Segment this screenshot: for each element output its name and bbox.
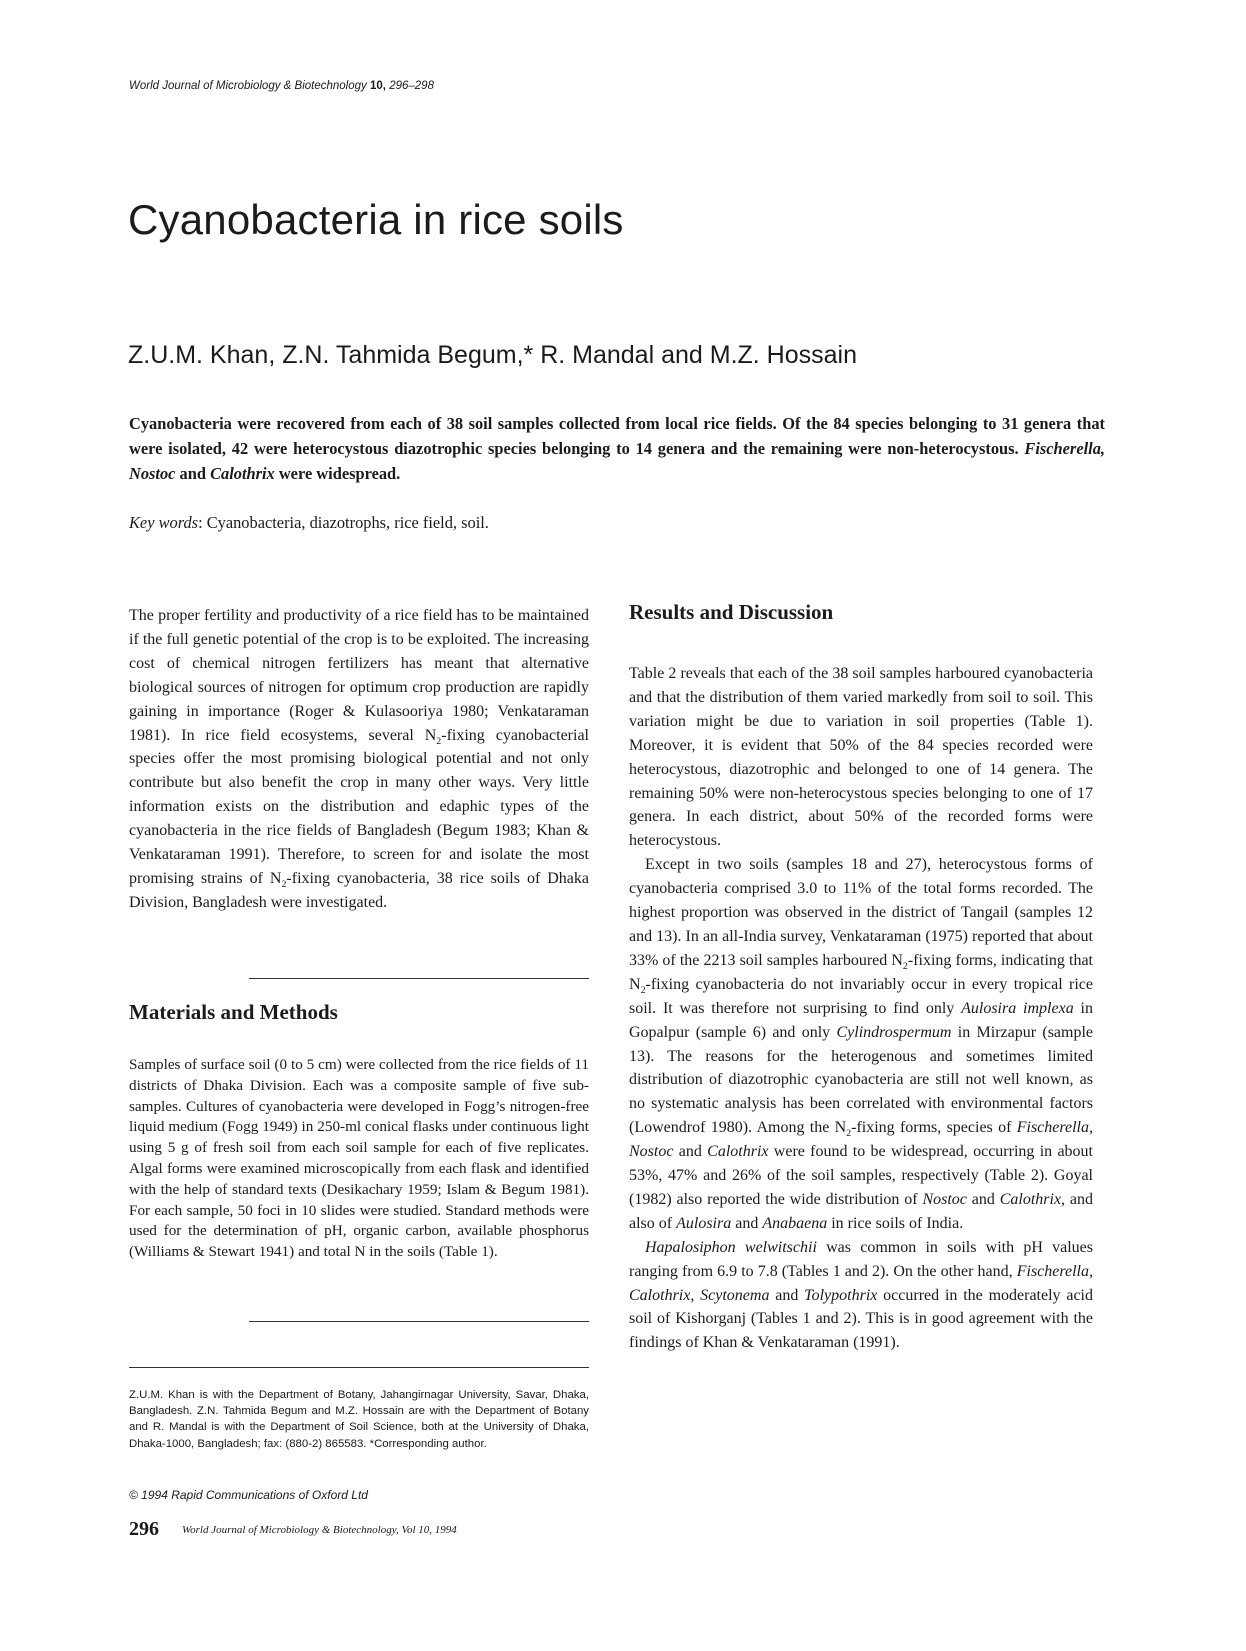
species-name: Calothrix: [707, 1143, 769, 1161]
intro-text: -fixing cyanobacteria, 38 rice soils of Dhaka Division, Bangladesh were investigated.: [129, 869, 589, 911]
keywords-text: : Cyanobacteria, diazotrophs, rice field, soil.: [198, 513, 489, 532]
running-head-pages: 296–298: [389, 80, 434, 92]
running-head: [129, 80, 434, 92]
results-text: -fixing cyanobacteria do not invariably occur in every tropical rice soil. It was therefore not surprising to find only: [629, 975, 1093, 1017]
subscript: 2: [436, 735, 442, 747]
species-name: Fischerella, Calothrix, Scytonema: [629, 1262, 1093, 1304]
introduction-paragraph: [129, 604, 589, 915]
results-paragraph: [629, 1236, 1093, 1356]
species-name: Fischerella, Nostoc: [629, 1119, 1093, 1161]
section-divider: [249, 978, 589, 979]
methods-heading: Materials and Methods: [129, 1000, 338, 1024]
keywords: [129, 511, 489, 535]
author-affiliation-footnote: Z.U.M. Khan is with the Department of Botany, Jahangirnagar University, Savar, Dhaka, Bangladesh. Z.N. Tahmida Begum and M.Z. Hossain are with the Department of Botany and R. Mandal is with the Department of Soil Science, both at the University of Dhaka, Dhaka-1000, Bangladesh; fax: (880-2) 865583. *Corresponding author.: [129, 1389, 589, 1450]
abstract-text: Cyanobacteria were recovered from each of 38 soil samples collected from local rice fields. Of the 84 species belonging to 31 genera that were isolated, 42 were heterocystous diazotrophic species belonging to 14 genera and the remaining were non-heterocystous.: [129, 414, 1105, 458]
results-text: Except in two soils (samples 18 and 27), heterocystous forms of cyanobacteria comprised 3.0 to 11% of the total forms recorded. The highest proportion was observed in the district of Tangail (samples 12 and 13). In an all-India survey, Venkataraman (1975) reported that about 33% of the 2213 soil samples harboured N: [629, 856, 1093, 969]
species-name: Nostoc: [922, 1190, 967, 1208]
results-text: in Mirzapur (sample 13). The reasons for the heterogenous and sometimes limited distribution of diazotrophic cyanobacteria are still not well known, as no systematic analysis has been correlated with environmental factors (Lowendrof 1980). Among the N: [629, 1023, 1094, 1137]
species-name: Cylindrospermum: [836, 1023, 952, 1041]
footer-journal-citation: World Journal of Microbiology & Biotechnology, Vol 10, 1994: [182, 1524, 457, 1536]
results-text: -fixing forms, indicating that N: [629, 951, 1093, 993]
author-list: Z.U.M. Khan, Z.N. Tahmida Begum,* R. Mandal and M.Z. Hossain: [128, 341, 857, 369]
abstract-text: and: [175, 464, 211, 483]
results-text: in rice soils of India.: [827, 1214, 964, 1232]
results-paragraph: [629, 853, 1093, 1236]
results-text: and also of: [629, 1190, 1093, 1232]
species-name: Hapalosiphon welwitschii: [645, 1238, 817, 1256]
abstract-text: were widespread.: [274, 464, 401, 483]
results-paragraph: [629, 662, 1093, 853]
results-text: -fixing forms, species of: [851, 1119, 1017, 1137]
subscript: 2: [281, 879, 287, 891]
results-body: [629, 662, 1093, 1355]
species-name: Calothrix,: [999, 1190, 1066, 1208]
copyright-notice: © 1994 Rapid Communications of Oxford Ltd: [129, 1488, 368, 1502]
results-text: was common in soils with pH values ranging from 6.9 to 7.8 (Tables 1 and 2). On the other hand,: [629, 1238, 1094, 1280]
species-name: Aulosira: [676, 1214, 732, 1232]
page-number: 296: [129, 1518, 159, 1540]
results-text: and: [769, 1286, 805, 1304]
species-name: Tolypothrix: [804, 1286, 878, 1304]
results-text: occurred in the moderately acid soil of Kishorganj (Tables 1 and 2). This is in good agreement with the findings of Khan & Venkataraman (1991).: [629, 1286, 1093, 1352]
running-head-journal: World Journal of Microbiology & Biotechnology: [129, 80, 367, 92]
results-text: and: [966, 1190, 1000, 1208]
running-head-volume: 10,: [370, 80, 386, 92]
keywords-label: Key words: [129, 513, 199, 532]
footnote-divider: [129, 1367, 589, 1368]
article-title: Cyanobacteria in rice soils: [128, 196, 624, 243]
subscript: 2: [902, 961, 908, 973]
abstract: [129, 411, 1105, 486]
results-text: in Gopalpur (sample 6) and only: [629, 999, 1093, 1041]
intro-text: -fixing cyanobacterial species offer the most promising biological potential and not only contribute but also benefit the crop in many other ways. Very little information exists on the distribution and edaphic types of the cyanobacteria in the rice fields of Bangladesh (Begum 1983; Khan & Venkataraman 1991). Therefore, to screen for and isolate the most promising strains of N: [129, 726, 590, 887]
section-divider: [249, 1321, 589, 1322]
results-heading: Results and Discussion: [629, 600, 834, 624]
intro-text: The proper fertility and productivity of a rice field has to be maintained if the full genetic potential of the crop is to be exploited. The increasing cost of chemical nitrogen fertilizers has meant that alternative biological sources of nitrogen for optimum crop production are rapidly gaining in importance (Roger & Kulasooriya 1980; Venkataraman 1981). In rice field ecosystems, several N: [129, 607, 589, 744]
subscript: 2: [846, 1128, 852, 1140]
subscript: 2: [640, 984, 646, 996]
species-name: Anabaena: [762, 1214, 828, 1232]
results-text: Table 2 reveals that each of the 38 soil samples harboured cyanobacteria and that the distribution of them varied markedly from soil to soil. This variation might be due to variation in soil properties (Table 1). Moreover, it is evident that 50% of the 84 species recorded were heterocystous, diazotrophic and belonged to one of 14 genera. The remaining 50% were non-heterocystous species belonging to one of 17 genera. In each district, about 50% of the recorded forms were heterocystous.: [629, 665, 1093, 850]
abstract-genus: Calothrix: [210, 464, 275, 483]
species-name: Aulosira implexa: [961, 999, 1074, 1017]
results-text: and: [673, 1143, 708, 1161]
results-text: and: [731, 1214, 763, 1232]
methods-paragraph: Samples of surface soil (0 to 5 cm) were collected from the rice fields of 11 districts of Dhaka Division. Each was a composite sample of five sub-samples. Cultures of cyanobacteria were developed in Fogg’s nitrogen-free liquid medium (Fogg 1949) in 250-ml conical flasks under continuous light using 5 g of fresh soil from each soil sample for each of five replicates. Algal forms were examined microscopically from each flask and identified with the help of standard texts (Desikachary 1959; Islam & Begum 1981). For each sample, 50 foci in 10 slides were studied. Standard methods were used for the determination of pH, organic carbon, available phosphorus (Williams & Stewart 1941) and total N in the soils (Table 1).: [129, 1056, 589, 1261]
results-text: were found to be widespread, occurring in about 53%, 47% and 26% of the soil samples, respectively (Table 2). Goyal (1982) also reported the wide distribution of: [629, 1143, 1093, 1208]
abstract-genera: Fischerella, Nostoc: [129, 439, 1105, 483]
